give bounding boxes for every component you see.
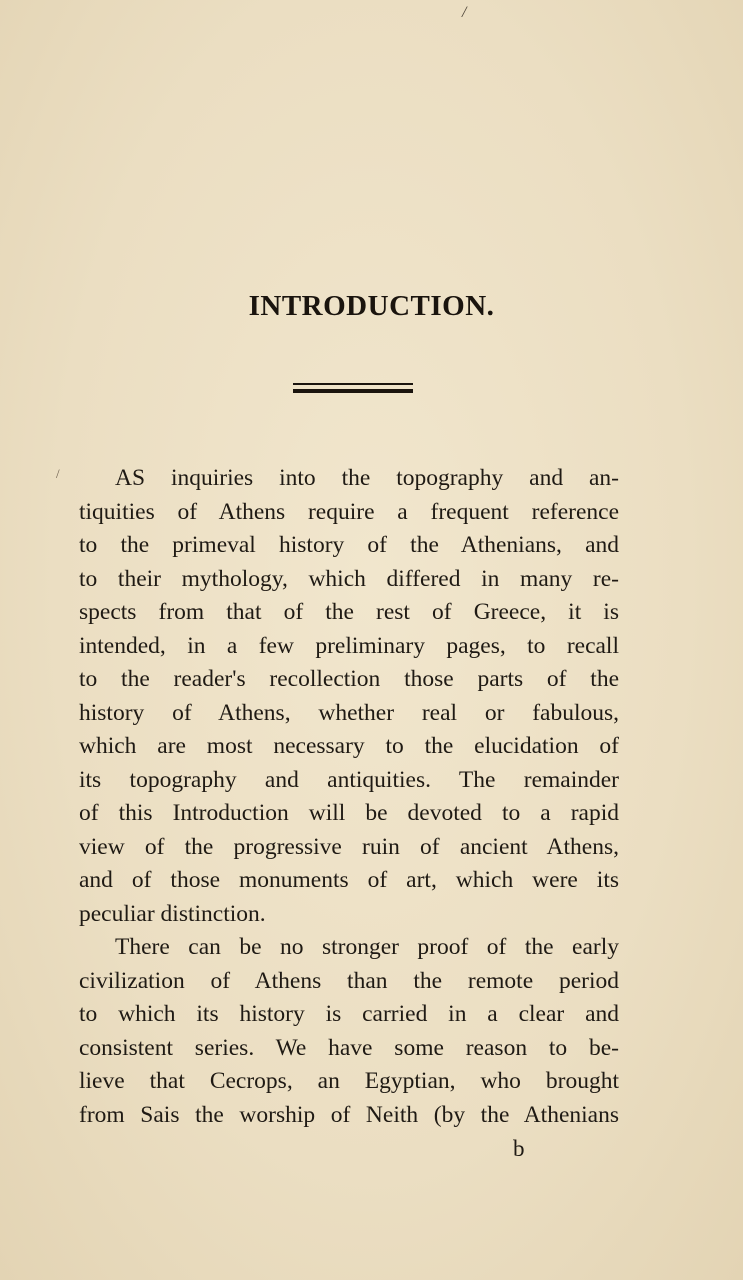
margin-mark: / bbox=[56, 466, 60, 481]
paragraph-1-line: and of those monuments of art, which were its bbox=[79, 867, 619, 893]
title-rule-thin bbox=[293, 383, 413, 385]
paragraph-1-line: to their mythology, which differed in many re- bbox=[79, 565, 619, 592]
body-text bbox=[79, 462, 619, 1132]
title-rule-thick bbox=[293, 389, 413, 393]
paragraph-1-line: view of the progressive ruin of ancient Athens, bbox=[79, 833, 619, 860]
paragraph-1-line: intended, in a few preliminary pages, to recall bbox=[79, 632, 619, 659]
paragraph-1-line: AS inquiries into the topography and an- bbox=[115, 465, 619, 491]
paragraph-2-line: There can be no stronger proof of the early bbox=[115, 934, 619, 960]
paragraph-1-line: spects from that of the rest of Greece, it is bbox=[79, 599, 619, 625]
paragraph-2-line: from Sais the worship of Neith (by the Athenians bbox=[79, 1101, 619, 1128]
paragraph-1-line: its topography and antiquities. The remainder bbox=[79, 766, 619, 793]
paragraph-2-line: consistent series. We have some reason to be- bbox=[79, 1034, 619, 1061]
paragraph-1-line: which are most necessary to the elucidation of bbox=[79, 733, 619, 759]
paragraph-2-line: civilization of Athens than the remote period bbox=[79, 967, 619, 994]
paragraph-1-line: tiquities of Athens require a frequent reference bbox=[79, 498, 619, 525]
signature-mark: b bbox=[513, 1136, 525, 1161]
paragraph-2-line: lieve that Cecrops, an Egyptian, who brought bbox=[79, 1068, 619, 1094]
paragraph-1-line: of this Introduction will be devoted to a rapid bbox=[79, 800, 619, 826]
paragraph-1-line: history of Athens, whether real or fabulous, bbox=[79, 699, 619, 726]
paragraph-1-line: to the primeval history of the Athenians, and bbox=[79, 532, 619, 558]
paragraph-2-line: to which its history is carried in a clear and bbox=[79, 1001, 619, 1027]
paragraph-1-line: peculiar distinction. bbox=[79, 900, 266, 927]
paragraph-1-line: to the reader's recollection those parts of the bbox=[79, 666, 619, 692]
page-mark: / bbox=[462, 4, 467, 21]
page-title: INTRODUCTION. bbox=[248, 290, 495, 322]
